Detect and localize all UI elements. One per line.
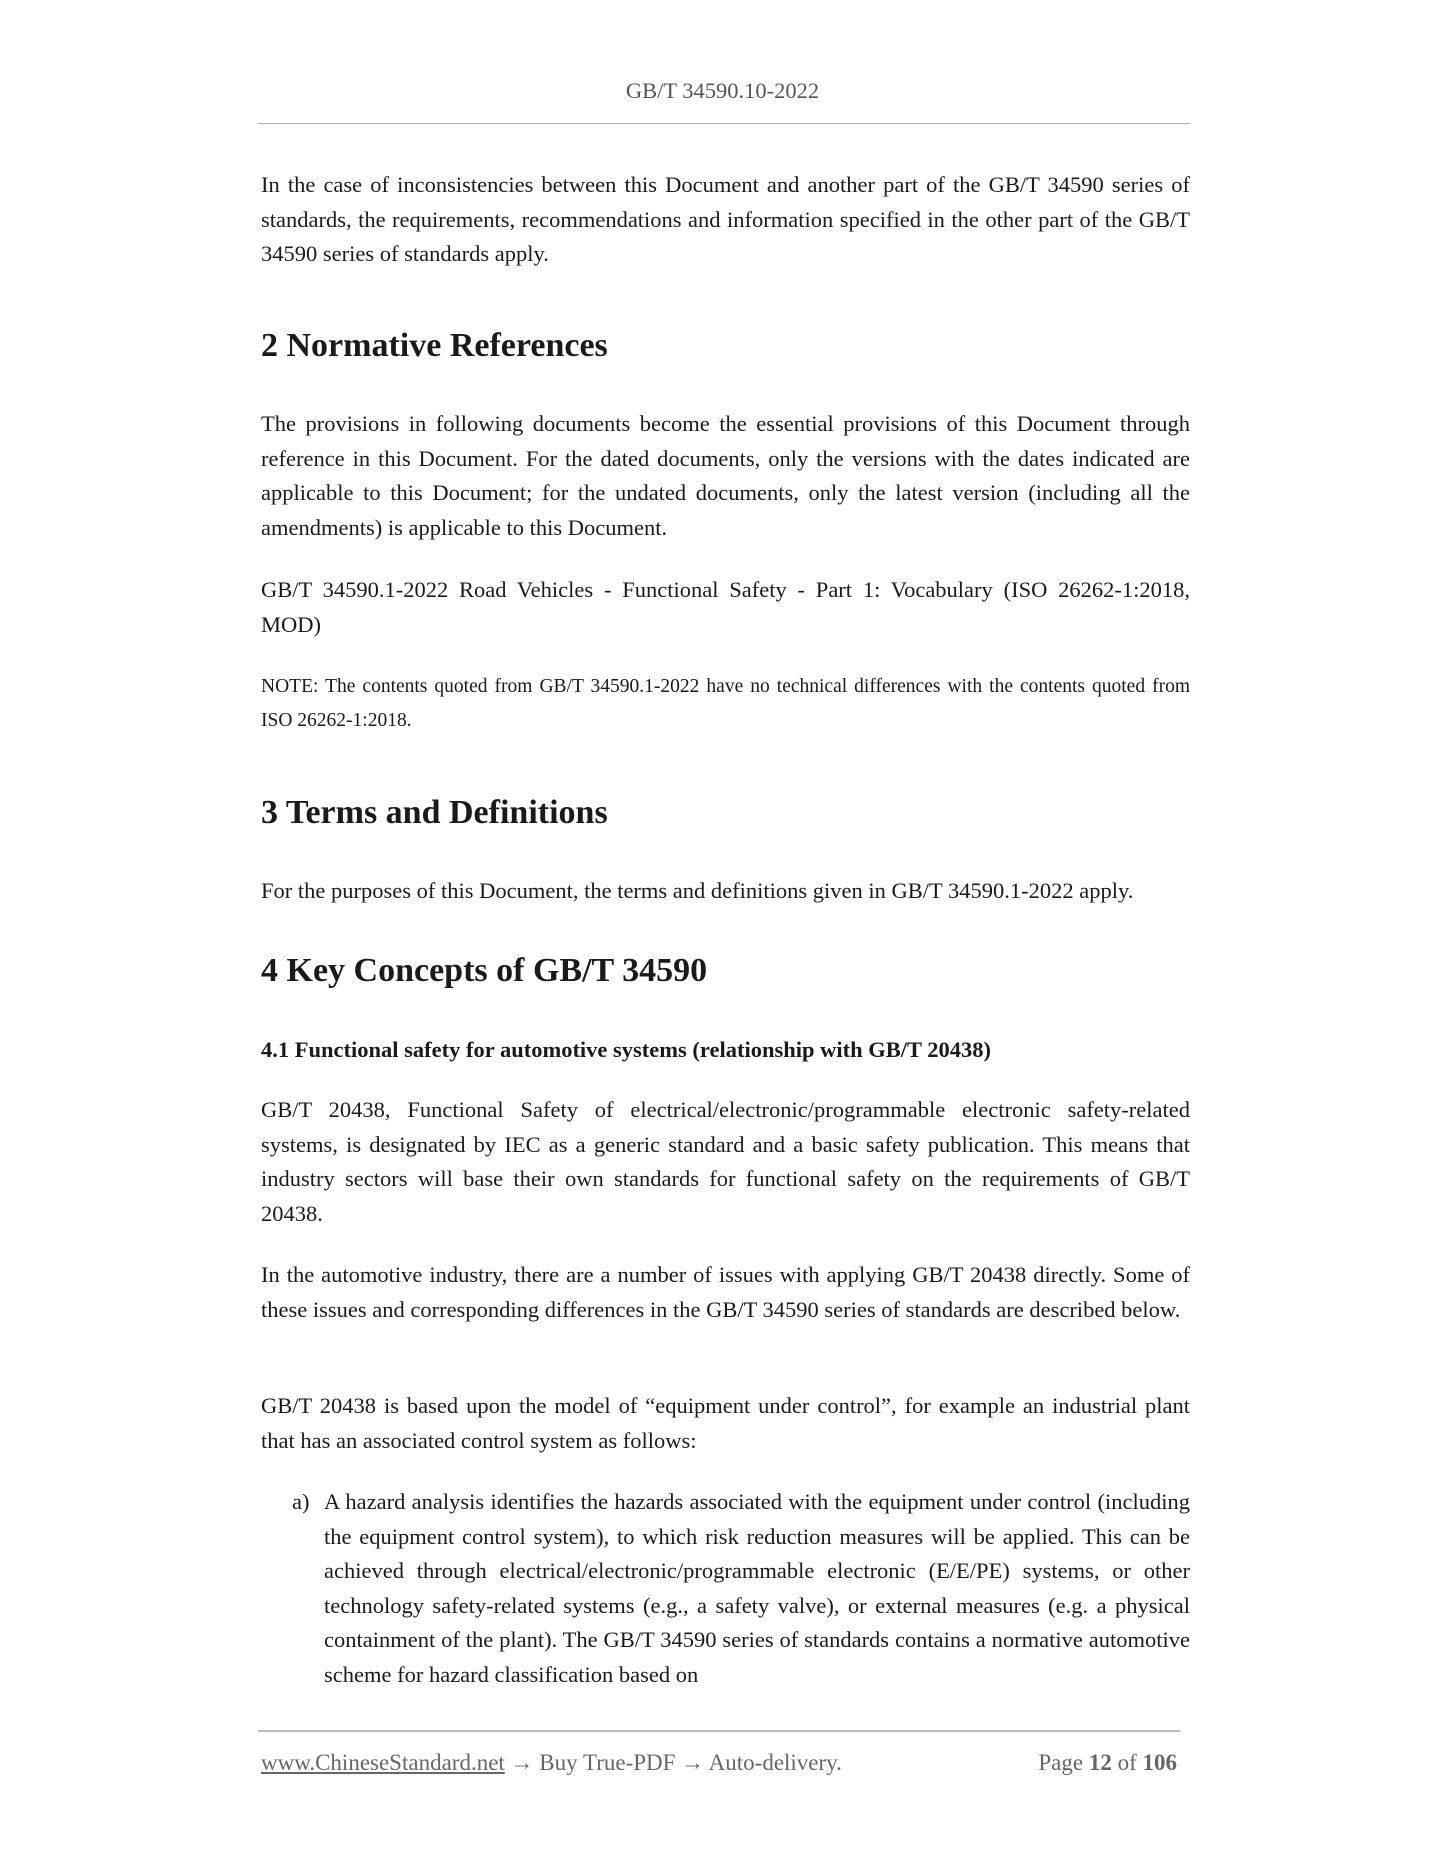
list-item-a [292, 1485, 1190, 1693]
section-4-1-paragraph-1: GB/T 20438, Functional Safety of electrical/electronic/programmable electronic safety-related systems, is designated by IEC as a generic standard and a basic safety publication. This means that industry sectors will base their own standards for functional safety on the requirements of GB/T 20438. [261, 1097, 1190, 1226]
section-2-heading: 2 Normative References [261, 327, 608, 364]
section-4-1-paragraph-2: In the automotive industry, there are a number of issues with applying GB/T 20438 directly. Some of these issues and corresponding differences in the GB/T 34590 series of standards are described below. [261, 1262, 1190, 1322]
page-counter [1038, 1750, 1177, 1776]
page-footer [261, 1750, 1177, 1776]
page-label: Page [1038, 1750, 1084, 1775]
section-3-paragraph: For the purposes of this Document, the terms and definitions given in GB/T 34590.1-2022 apply. [261, 878, 1134, 903]
promo-text: → Buy True-PDF → Auto-delivery. [504, 1750, 842, 1775]
section-4-1-paragraph-3: GB/T 20438 is based upon the model of “equipment under control”, for example an industrial plant that has an associated control system as follows: [261, 1393, 1190, 1453]
section-4-heading: 4 Key Concepts of GB/T 34590 [261, 952, 708, 989]
footer-divider [258, 1730, 1180, 1732]
normative-reference: GB/T 34590.1-2022 Road Vehicles - Functional Safety - Part 1: Vocabulary (ISO 26262-1:2018, MOD) [261, 577, 1190, 637]
website-link[interactable]: www.ChineseStandard.net [261, 1750, 505, 1775]
note: NOTE: The contents quoted from GB/T 34590.1-2022 have no technical differences with the contents quoted from ISO 26262-1:2018. [261, 676, 1190, 731]
page-number: 12 [1088, 1750, 1112, 1775]
section-3-heading: 3 Terms and Definitions [261, 794, 608, 831]
intro-paragraph: In the case of inconsistencies between this Document and another part of the GB/T 34590 series of standards, the requirements, recommendations and information specified in the other part of the GB/T 34590 series of standards apply. [261, 172, 1190, 267]
list-item-text: A hazard analysis identifies the hazards associated with the equipment under control (including the equipment control system), to which risk reduction measures will be applied. This can be achieved through electrical/electronic/programmable electronic (E/E/PE) systems, or other technology safety-related systems (e.g., a safety valve), or external measures (e.g. a physical containment of the plant). The GB/T 34590 series of standards contains a normative automotive scheme for hazard classification based on [324, 1489, 1190, 1687]
page-total: 106 [1142, 1750, 1177, 1775]
section-2-paragraph: The provisions in following documents become the essential provisions of this Document through reference in this Document. For the dated documents, only the versions with the dates indicated are applicable to this Document; for the undated documents, only the latest version (including all the amendments) is applicable to this Document. [261, 411, 1190, 540]
footer-promo [261, 1750, 842, 1776]
of-label: of [1117, 1750, 1137, 1775]
page-header: GB/T 34590.10-2022 [625, 78, 820, 103]
list-item-label: a) [292, 1489, 310, 1514]
header-divider [258, 123, 1190, 124]
section-4-1-heading: 4.1 Functional safety for automotive systems (relationship with GB/T 20438) [261, 1037, 991, 1062]
